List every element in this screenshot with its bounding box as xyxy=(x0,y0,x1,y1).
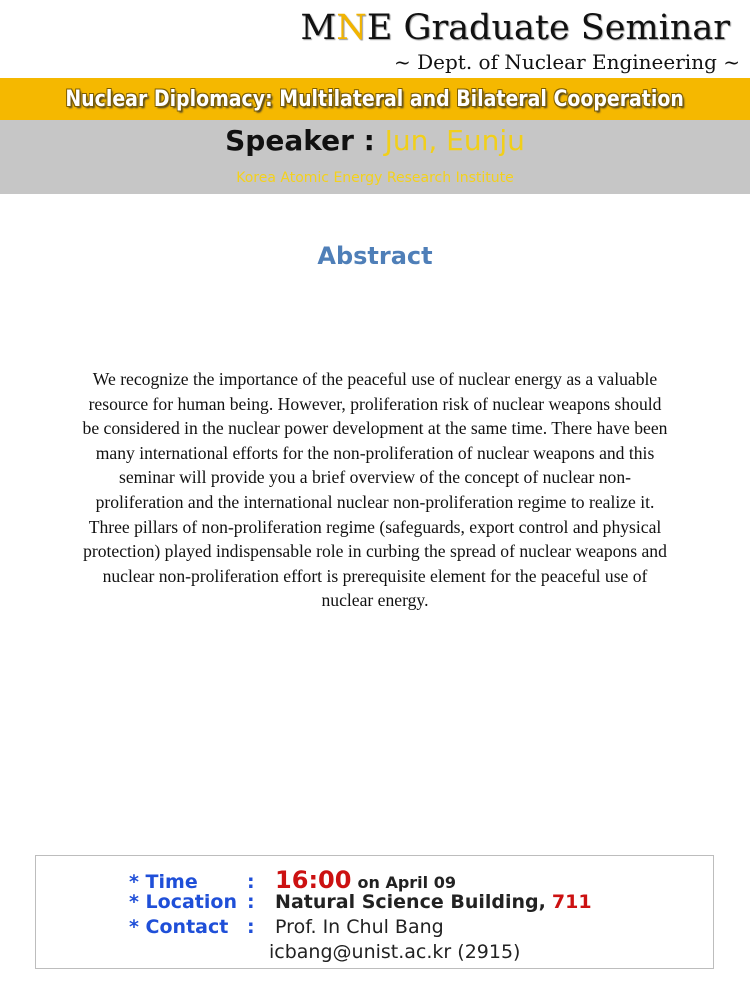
title-letter-m: M xyxy=(300,8,337,48)
location-value: Natural Science Building, xyxy=(275,891,546,913)
time-date: on April 09 xyxy=(357,873,456,892)
contact-email-row xyxy=(269,941,520,965)
time-row xyxy=(129,866,456,894)
abstract-line: be considered in the nuclear power development at the same time. There have been xyxy=(82,418,668,439)
speaker-line xyxy=(0,124,750,157)
location-label: * Location xyxy=(129,891,237,913)
abstract-line: We recognize the importance of the peaceful use of nuclear energy as a valuable xyxy=(92,369,658,389)
speaker-band xyxy=(0,120,750,194)
abstract-line: resource for human being. However, proliferation risk of nuclear weapons should xyxy=(88,393,662,414)
contact-name: Prof. In Chul Bang xyxy=(275,916,444,938)
time-separator: : xyxy=(247,871,255,893)
abstract-line: many international efforts for the non-proliferation of nuclear weapons and this xyxy=(95,442,655,463)
speaker-label: Speaker : xyxy=(225,124,385,157)
contact-row xyxy=(129,916,444,940)
seminar-topic: Nuclear Diplomacy: Multilateral and Bilateral Cooperation xyxy=(65,86,685,112)
location-separator: : xyxy=(247,891,255,913)
event-info-box xyxy=(35,855,714,969)
speaker-institution: Korea Atomic Energy Research Institute xyxy=(236,170,514,186)
abstract-body xyxy=(38,367,712,613)
abstract-line: Three pillars of non-proliferation regime (safeguards, export control and physical xyxy=(88,516,662,537)
abstract-line: seminar will provide you a brief overview of the concept of nuclear non- xyxy=(119,467,631,488)
location-room: 711 xyxy=(551,891,592,913)
seminar-title xyxy=(300,8,730,48)
contact-email[interactable]: icbang@unist.ac.kr xyxy=(269,941,452,963)
abstract-heading: Abstract xyxy=(317,242,433,270)
title-letter-n: N xyxy=(336,8,367,48)
abstract-line: nuclear non-proliferation effort is prerequisite element for the peaceful use of xyxy=(102,565,648,586)
abstract-line: protection) played indispensable role in curbing the spread of nuclear weapons and xyxy=(83,541,667,562)
title-rest: E Graduate Seminar xyxy=(366,8,730,48)
contact-separator: : xyxy=(247,916,255,938)
topic-bar xyxy=(0,78,750,120)
speaker-name: Jun, Eunju xyxy=(384,124,525,157)
time-label: * Time xyxy=(129,871,198,893)
location-row xyxy=(129,891,592,915)
contact-extension: (2915) xyxy=(457,941,521,963)
abstract-line: proliferation and the international nuclear non-proliferation regime to realize it. xyxy=(95,491,655,512)
abstract-line: nuclear energy. xyxy=(321,590,429,611)
contact-label: * Contact xyxy=(129,916,229,938)
time-value: 16:00 xyxy=(275,866,352,894)
department-subtitle: ~ Dept. of Nuclear Engineering ~ xyxy=(394,50,740,74)
